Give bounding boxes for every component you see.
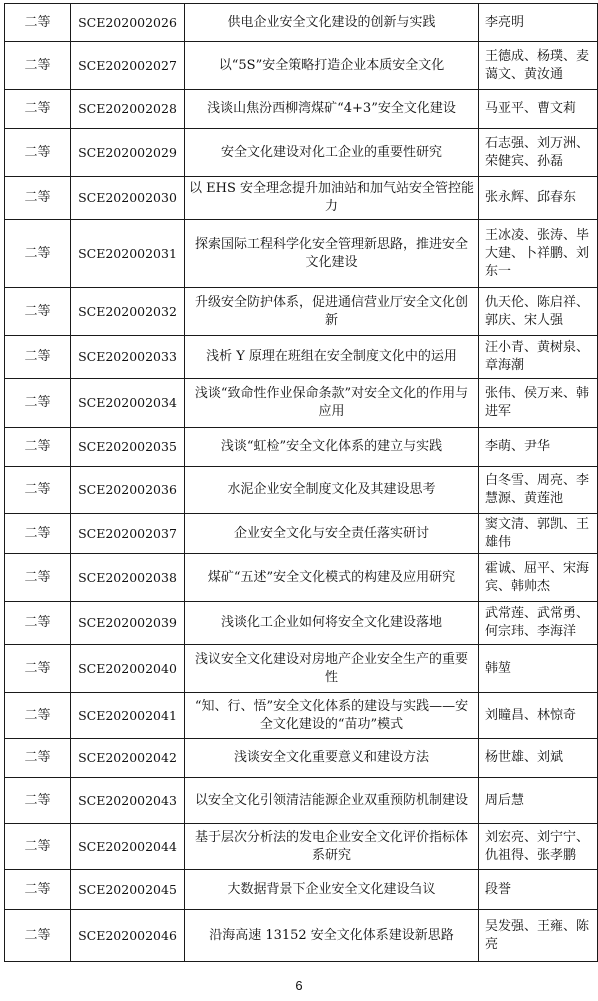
table-row [5,602,598,645]
table-row [5,467,598,514]
table-row [5,42,598,90]
table-row [5,824,598,870]
code-cell: SCE202002045 [71,870,185,910]
title-cell: 以 EHS 安全理念提升加油站和加气站安全管控能力 [185,177,479,220]
grade-cell: 二等 [5,693,71,739]
grade-cell: 二等 [5,220,71,288]
grade-cell: 二等 [5,602,71,645]
table-row [5,428,598,467]
authors-cell: 张伟、侯万来、韩进军 [479,379,598,428]
code-cell: SCE202002033 [71,336,185,379]
authors-cell: 段誉 [479,870,598,910]
authors-cell: 石志强、刘万洲、荣健宾、孙磊 [479,129,598,177]
table-row [5,129,598,177]
title-cell: 浅谈安全文化重要意义和建设方法 [185,739,479,778]
code-cell: SCE202002035 [71,428,185,467]
authors-cell: 窦文清、郭凯、王雄伟 [479,514,598,554]
title-cell: 浅谈山焦汾西柳湾煤矿“4+3”安全文化建设 [185,90,479,129]
code-cell: SCE202002041 [71,693,185,739]
authors-cell: 武常莲、武常勇、何宗玮、李海洋 [479,602,598,645]
title-cell: 水泥企业安全制度文化及其建设思考 [185,467,479,514]
code-cell: SCE202002028 [71,90,185,129]
authors-cell: 白冬雪、周亮、李慧源、黄莲池 [479,467,598,514]
code-cell: SCE202002039 [71,602,185,645]
title-cell: 浅谈“虹检”安全文化体系的建立与实践 [185,428,479,467]
code-cell: SCE202002026 [71,4,185,42]
authors-cell: 汪小青、黄树泉、章海潮 [479,336,598,379]
grade-cell: 二等 [5,129,71,177]
grade-cell: 二等 [5,870,71,910]
title-cell: 探索国际工程科学化安全管理新思路，推进安全文化建设 [185,220,479,288]
table-row [5,554,598,602]
grade-cell: 二等 [5,778,71,824]
code-cell: SCE202002027 [71,42,185,90]
authors-cell: 李亮明 [479,4,598,42]
table-row [5,90,598,129]
code-cell: SCE202002043 [71,778,185,824]
code-cell: SCE202002040 [71,645,185,693]
code-cell: SCE202002038 [71,554,185,602]
grade-cell: 二等 [5,336,71,379]
code-cell: SCE202002031 [71,220,185,288]
authors-cell: 霍诚、屈平、宋海宾、韩帅杰 [479,554,598,602]
grade-cell: 二等 [5,177,71,220]
code-cell: SCE202002029 [71,129,185,177]
table-row [5,220,598,288]
authors-cell: 周后慧 [479,778,598,824]
table-row [5,514,598,554]
title-cell: 以安全文化引领清洁能源企业双重预防机制建设 [185,778,479,824]
title-cell: 煤矿“五述”安全文化模式的构建及应用研究 [185,554,479,602]
grade-cell: 二等 [5,4,71,42]
title-cell: 基于层次分析法的发电企业安全文化评价指标体系研究 [185,824,479,870]
table-row [5,910,598,962]
table-row [5,870,598,910]
authors-cell: 王德成、杨璞、麦蔼文、黄汝通 [479,42,598,90]
grade-cell: 二等 [5,824,71,870]
title-cell: 大数据背景下企业安全文化建设刍议 [185,870,479,910]
title-cell: 浅析 Y 原理在班组在安全制度文化中的运用 [185,336,479,379]
title-cell: “知、行、悟”安全文化体系的建设与实践——安全文化建设的“苗功”模式 [185,693,479,739]
grade-cell: 二等 [5,428,71,467]
authors-cell: 王冰凌、张涛、毕大建、卜祥鹏、刘东一 [479,220,598,288]
table-row [5,336,598,379]
code-cell: SCE202002042 [71,739,185,778]
authors-cell: 杨世雄、刘斌 [479,739,598,778]
code-cell: SCE202002030 [71,177,185,220]
authors-cell: 刘宏亮、刘宁宁、仇祖得、张孝鹏 [479,824,598,870]
grade-cell: 二等 [5,288,71,336]
authors-cell: 韩堃 [479,645,598,693]
code-cell: SCE202002032 [71,288,185,336]
title-cell: 沿海高速 13152 安全文化体系建设新思路 [185,910,479,962]
authors-cell: 吴发强、王雍、陈亮 [479,910,598,962]
table-row [5,177,598,220]
authors-cell: 李萌、尹华 [479,428,598,467]
award-list-table [4,3,598,962]
grade-cell: 二等 [5,90,71,129]
code-cell: SCE202002046 [71,910,185,962]
grade-cell: 二等 [5,467,71,514]
grade-cell: 二等 [5,554,71,602]
title-cell: 安全文化建设对化工企业的重要性研究 [185,129,479,177]
title-cell: 企业安全文化与安全责任落实研讨 [185,514,479,554]
code-cell: SCE202002034 [71,379,185,428]
table-row [5,645,598,693]
table-row [5,693,598,739]
grade-cell: 二等 [5,42,71,90]
title-cell: 浅谈化工企业如何将安全文化建设落地 [185,602,479,645]
authors-cell: 刘瞳昌、林惊奇 [479,693,598,739]
title-cell: 以“5S”安全策略打造企业本质安全文化 [185,42,479,90]
grade-cell: 二等 [5,910,71,962]
grade-cell: 二等 [5,645,71,693]
table-body [5,4,598,962]
grade-cell: 二等 [5,739,71,778]
code-cell: SCE202002044 [71,824,185,870]
title-cell: 浅议安全文化建设对房地产企业安全生产的重要性 [185,645,479,693]
page-number: 6 [295,978,303,993]
table-row [5,778,598,824]
code-cell: SCE202002036 [71,467,185,514]
title-cell: 浅谈“致命性作业保命条款”对安全文化的作用与应用 [185,379,479,428]
table-row [5,288,598,336]
grade-cell: 二等 [5,514,71,554]
authors-cell: 张永辉、邱春东 [479,177,598,220]
authors-cell: 仇天伦、陈启祥、郭庆、宋人强 [479,288,598,336]
table-row [5,739,598,778]
grade-cell: 二等 [5,379,71,428]
code-cell: SCE202002037 [71,514,185,554]
table-row [5,379,598,428]
title-cell: 供电企业安全文化建设的创新与实践 [185,4,479,42]
table-row [5,4,598,42]
authors-cell: 马亚平、曹文莉 [479,90,598,129]
title-cell: 升级安全防护体系，促进通信营业厅安全文化创新 [185,288,479,336]
